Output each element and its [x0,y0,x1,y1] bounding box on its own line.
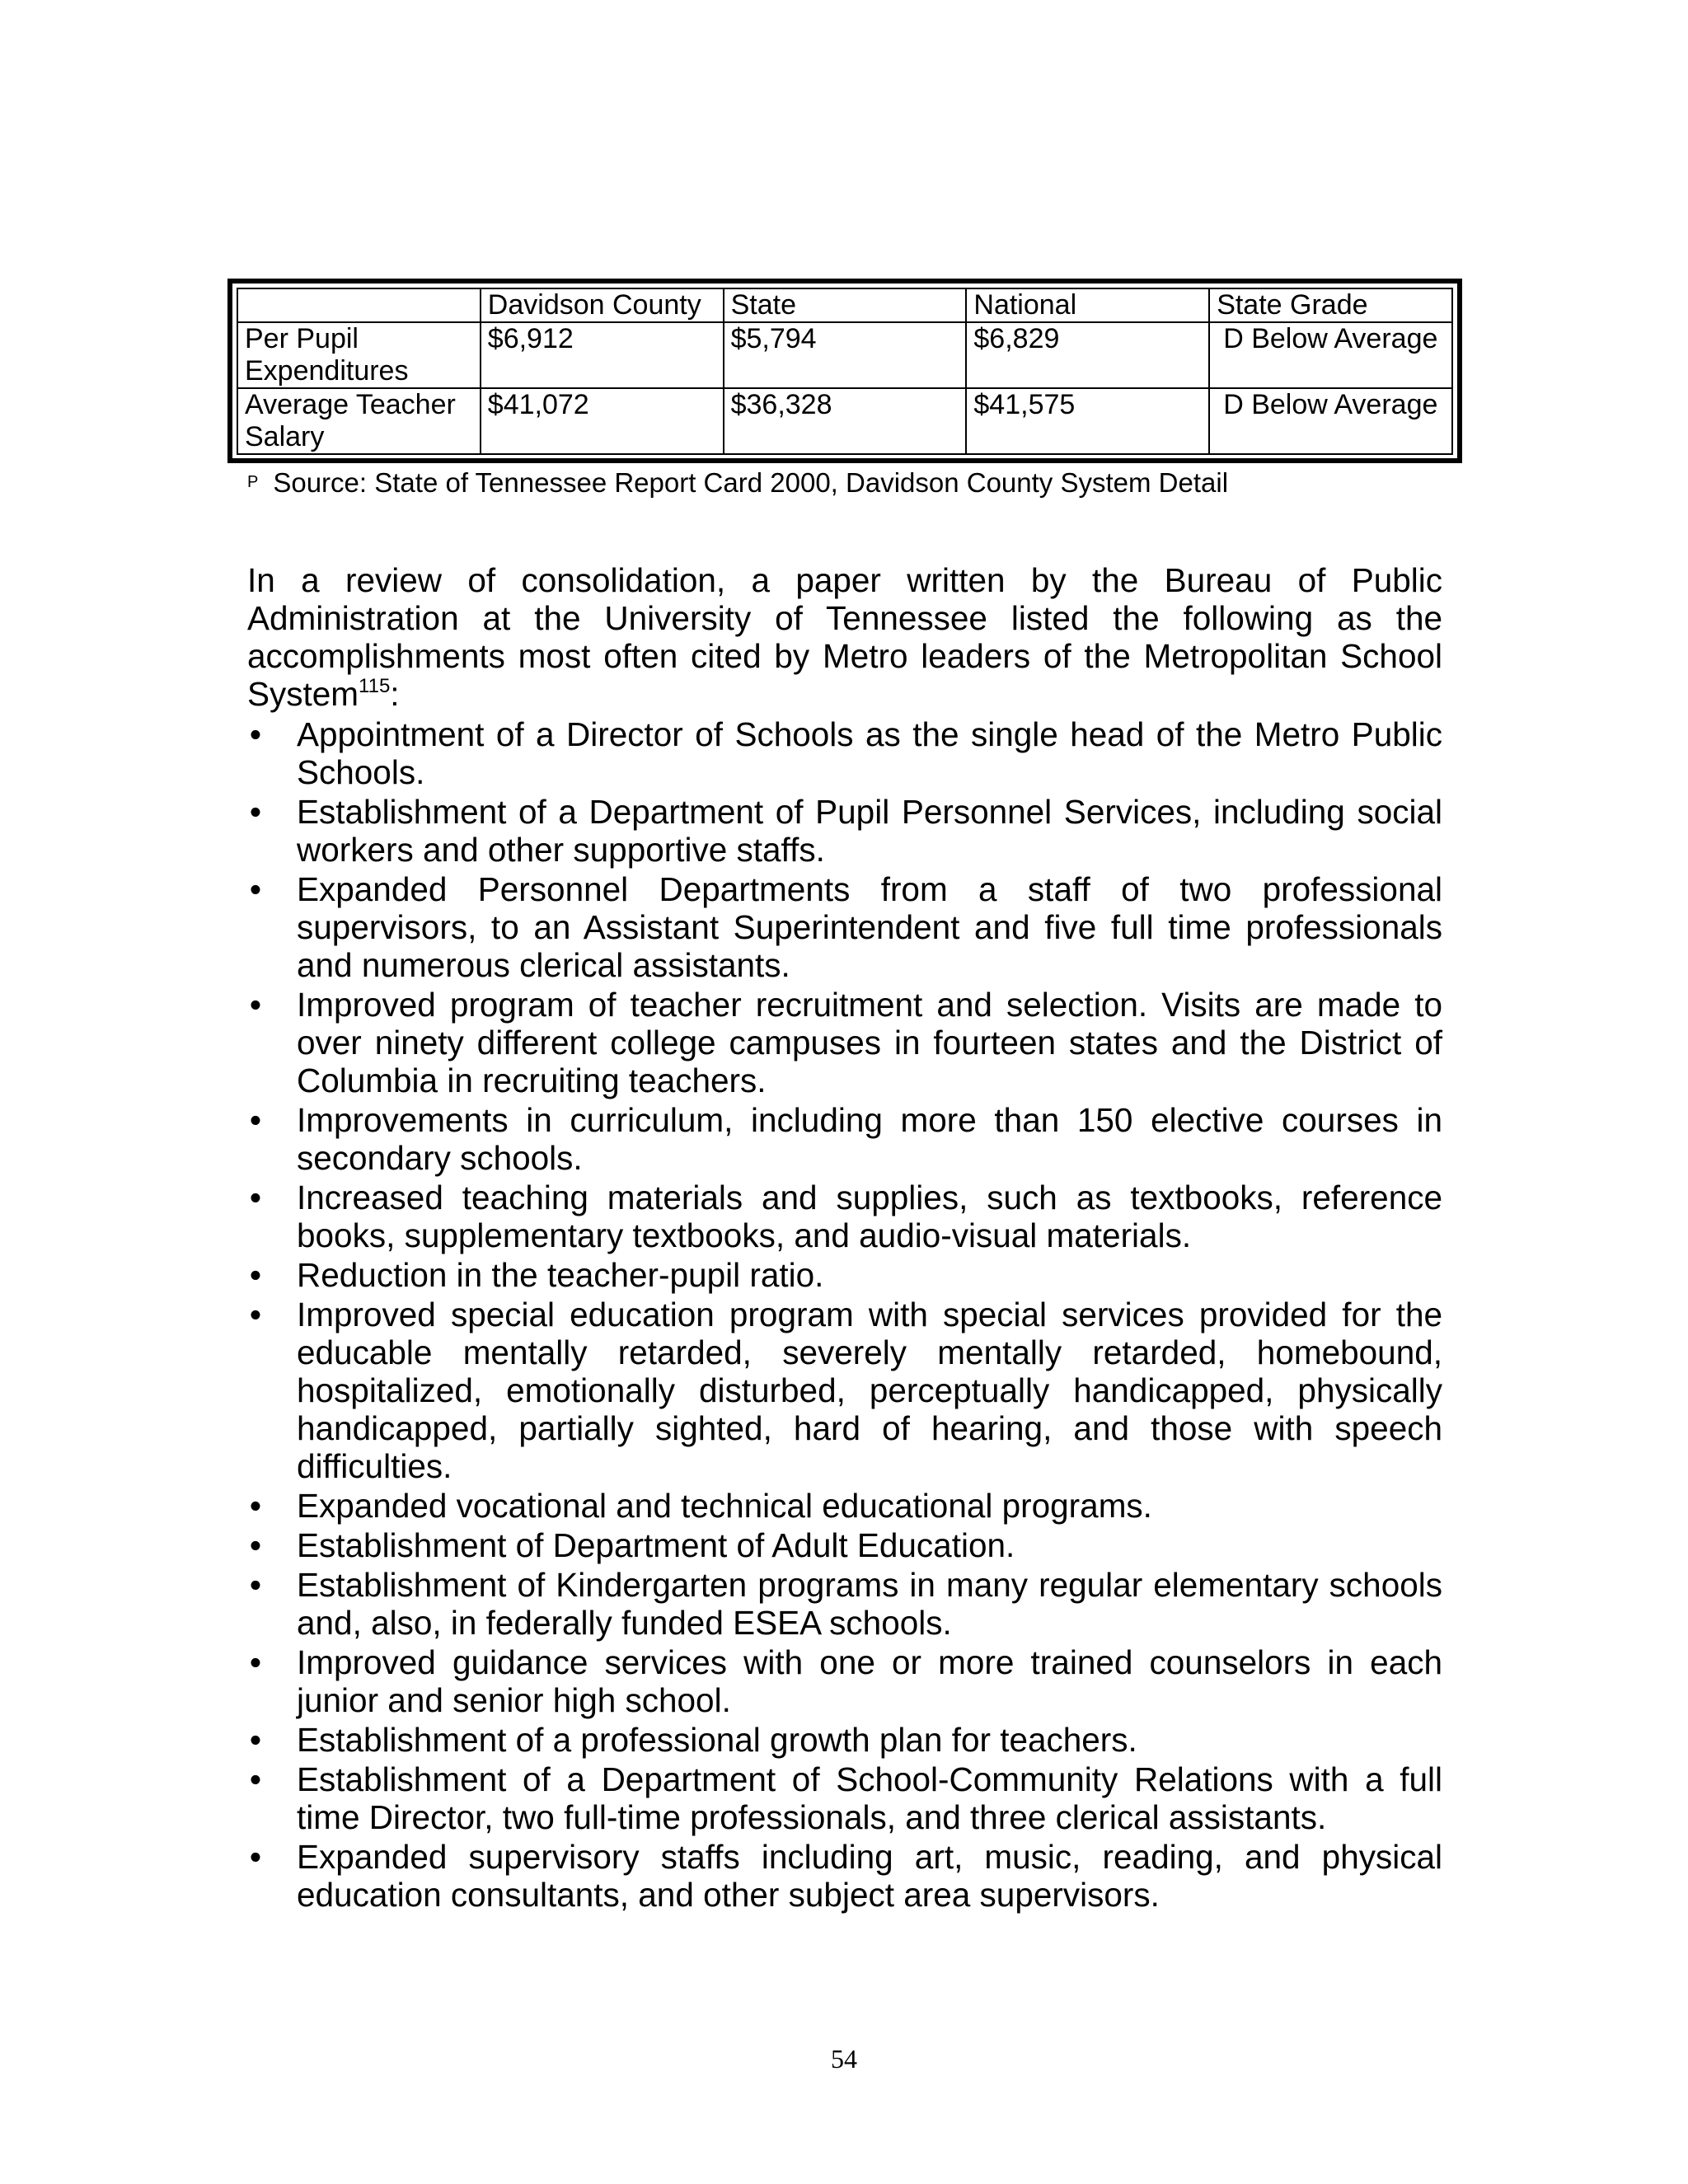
comparison-table [237,288,1453,455]
bullet-icon: • [249,1721,262,1759]
list-item [247,1526,1442,1564]
intro-text: In a review of consolidation, a paper written by the Bureau of Public Administration at the University of Tennessee listed the following as the accomplishments most often cited by Metro leaders of the Metropolitan School System [247,560,1442,713]
list-item [247,986,1442,1099]
list-item [247,1256,1442,1294]
table-source-note [247,466,1228,499]
list-item [247,870,1442,984]
accomplishments-list [247,715,1442,1915]
bullet-icon: • [249,1526,262,1564]
table-cell: $6,912 [481,322,724,388]
list-item-text: Increased teaching materials and supplies, such as textbooks, reference books, supplementary textbooks, and audio-visual materials. [297,1179,1442,1254]
table-cell: D Below Average [1209,388,1452,454]
table-cell: $5,794 [724,322,967,388]
table-cell: D Below Average [1209,322,1452,388]
bullet-icon: • [249,1760,262,1798]
intro-suffix: : [390,674,400,713]
bullet-icon: • [249,1566,262,1604]
table-cell: $6,829 [966,322,1209,388]
list-item-text: Improvements in curriculum, including more than 150 elective courses in secondary schools. [297,1101,1442,1177]
page-number: 54 [831,2044,857,2074]
list-item-text: Improved special education program with special services provided for the educable mentally retarded, severely mentally retarded, homebound, hospitalized, emotionally disturbed, perceptually handicapped, physically handicapped, partially sighted, hard of hearing, and those with speech difficulties. [297,1296,1442,1485]
list-item [247,1760,1442,1836]
table-row [237,388,1452,454]
table-row-label: Average Teacher Salary [237,388,481,454]
footnote-reference: 115 [359,674,391,697]
bullet-icon: • [249,793,262,831]
intro-paragraph [247,561,1442,713]
list-item-text: Expanded vocational and technical educational programs. [297,1487,1152,1525]
list-item [247,1487,1442,1525]
list-item [247,1101,1442,1177]
table-header-cell: State [724,288,967,322]
table-cell: $36,328 [724,388,967,454]
comparison-table-frame [227,279,1462,463]
bullet-icon: • [249,986,262,1024]
table-header-row [237,288,1452,322]
list-item-text: Reduction in the teacher-pupil ratio. [297,1256,824,1294]
bullet-icon: • [249,1256,262,1294]
table-cell: $41,072 [481,388,724,454]
bullet-icon: • [249,1838,262,1876]
list-item-text: Establishment of a Department of School-Community Relations with a full time Director, two full-time professionals, and three clerical assistants. [297,1760,1442,1836]
list-item [247,1721,1442,1759]
source-marker: P [247,473,259,491]
bullet-icon: • [249,870,262,908]
list-item-text: Expanded supervisory staffs including art, music, reading, and physical education consultants, and other subject area supervisors. [297,1838,1442,1914]
table-row-label: Per Pupil Expenditures [237,322,481,388]
list-item-text: Establishment of a professional growth plan for teachers. [297,1721,1137,1759]
list-item [247,793,1442,869]
list-item-text: Improved program of teacher recruitment and selection. Visits are made to over ninety different college campuses in fourteen states and the District of Columbia in recruiting teachers. [297,986,1442,1099]
list-item [247,1296,1442,1485]
table-cell: $41,575 [966,388,1209,454]
bullet-icon: • [249,1101,262,1139]
list-item-text: Establishment of Kindergarten programs in many regular elementary schools and, also, in federally funded ESEA schools. [297,1566,1442,1642]
list-item [247,1643,1442,1719]
bullet-icon: • [249,1487,262,1525]
table-header-cell [237,288,481,322]
list-item [247,1838,1442,1914]
source-text: Source: State of Tennessee Report Card 2000, Davidson County System Detail [273,467,1229,498]
list-item [247,715,1442,791]
table-header-cell: National [966,288,1209,322]
bullet-icon: • [249,1643,262,1681]
table-header-cell: State Grade [1209,288,1452,322]
list-item-text: Establishment of Department of Adult Education. [297,1526,1015,1564]
list-item-text: Appointment of a Director of Schools as the single head of the Metro Public Schools. [297,715,1442,791]
list-item-text: Establishment of a Department of Pupil Personnel Services, including social workers and other supportive staffs. [297,793,1442,869]
bullet-icon: • [249,1296,262,1333]
table-header-cell: Davidson County [481,288,724,322]
list-item [247,1179,1442,1254]
bullet-icon: • [249,1179,262,1216]
list-item-text: Expanded Personnel Departments from a staff of two professional supervisors, to an Assistant Superintendent and five full time professionals and numerous clerical assistants. [297,870,1442,984]
list-item-text: Improved guidance services with one or more trained counselors in each junior and senior high school. [297,1643,1442,1719]
list-item [247,1566,1442,1642]
bullet-icon: • [249,715,262,753]
table-row [237,322,1452,388]
